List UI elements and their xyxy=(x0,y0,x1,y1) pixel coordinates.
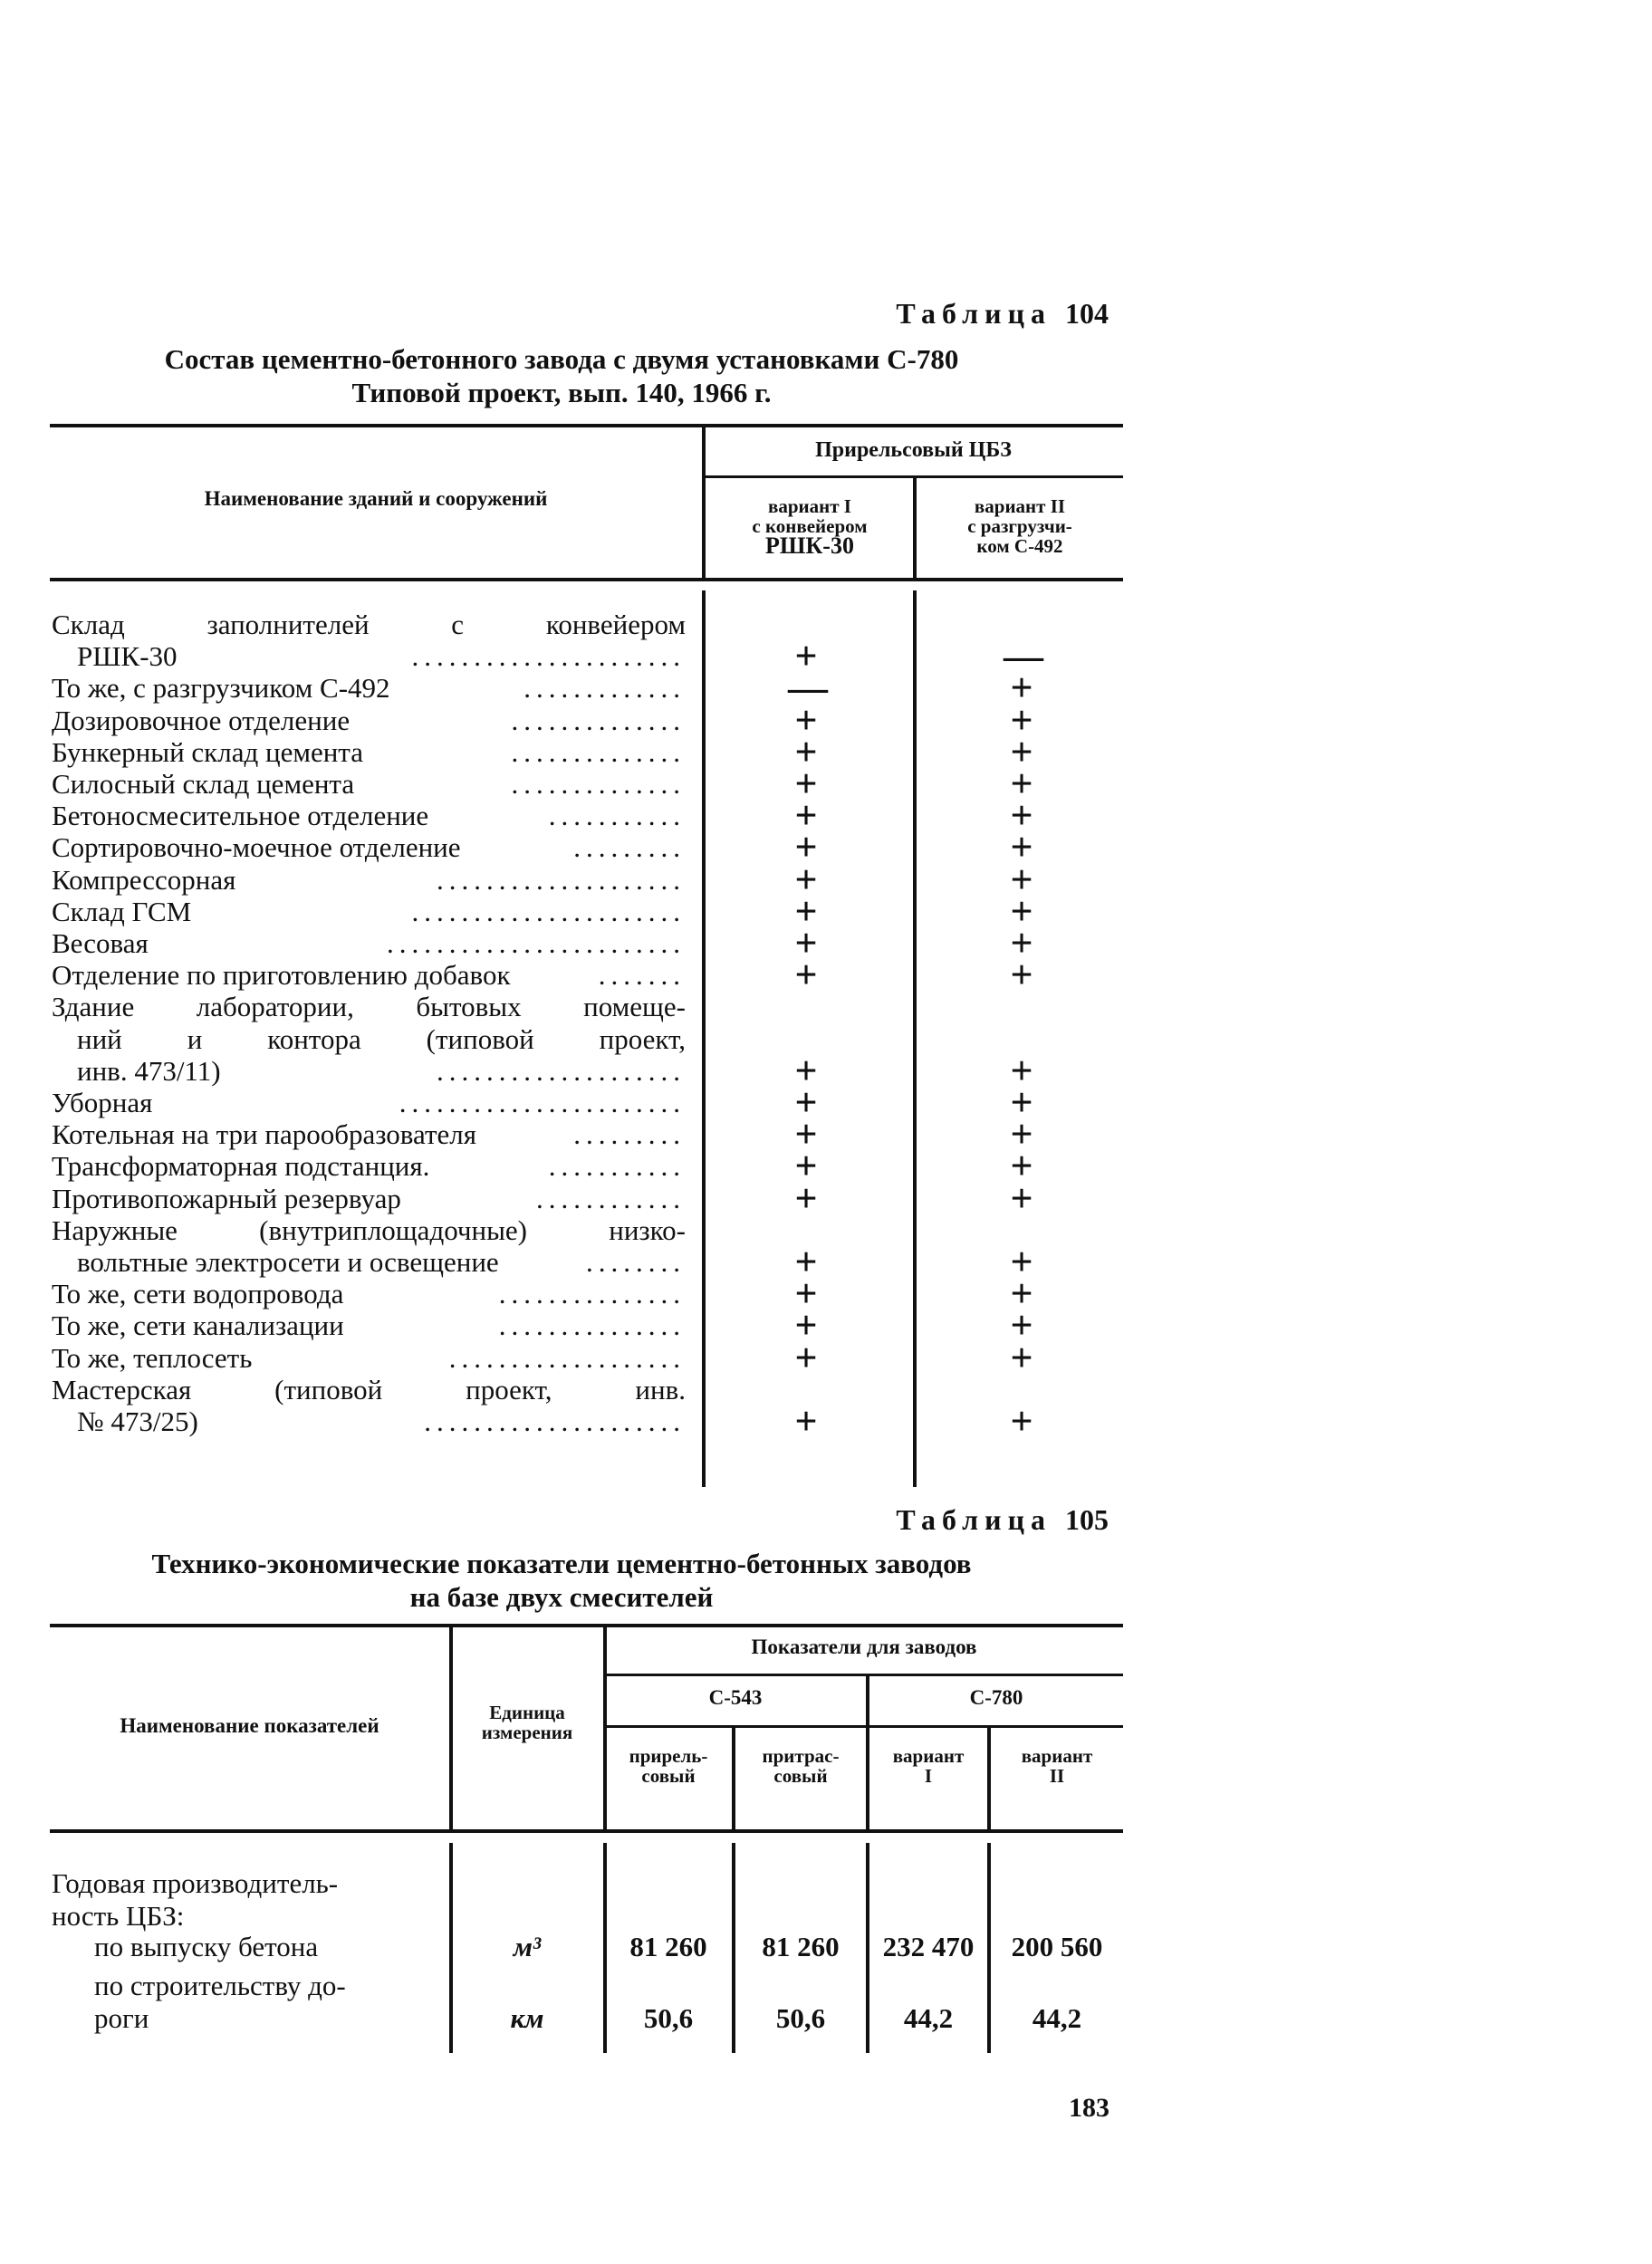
title-line: на базе двух смесителей xyxy=(409,1581,714,1613)
row-mark-v2: + xyxy=(1010,729,1033,774)
dot-leader: ........................ xyxy=(387,927,686,959)
row-label: Мастерская (типовой проект, инв. xyxy=(52,1373,686,1405)
row-label: Компрессорная xyxy=(52,863,236,896)
header-line: РШК-30 xyxy=(765,532,854,559)
dot-leader: ......... xyxy=(573,1118,686,1151)
row-mark-v2: + xyxy=(1010,1240,1033,1284)
group-rule xyxy=(605,1674,1123,1676)
column-header-group: Показатели для заводов xyxy=(751,1636,977,1658)
dot-leader: ....... xyxy=(598,959,686,992)
row-label-line xyxy=(52,768,686,800)
row-label: Здание лаборатории, бытовых помеще- xyxy=(52,991,686,1023)
row-mark-v1: + xyxy=(794,793,818,839)
row-label: Весовая xyxy=(52,927,149,959)
row-label: роги xyxy=(94,2002,149,2034)
dot-leader: ....................... xyxy=(399,1087,686,1118)
row-mark-v2: + xyxy=(1010,697,1033,743)
row-label-line xyxy=(52,1309,686,1341)
table-105-title xyxy=(0,1547,1123,1614)
row-label-line xyxy=(52,864,686,896)
table-104-label xyxy=(896,297,1109,331)
dot-leader: .............. xyxy=(511,768,686,800)
row-mark-v2: + xyxy=(1010,762,1033,806)
row-mark-v1: + xyxy=(794,1240,818,1284)
row-mark-v2: + xyxy=(1010,825,1033,870)
row-label: Склад заполнителей с конвейером xyxy=(52,609,686,640)
row-mark-v2: + xyxy=(1010,1048,1033,1093)
dot-leader: ......... xyxy=(573,831,686,864)
row-label: ний и контора (типовой проект, xyxy=(77,1022,686,1055)
header-bottom-rule xyxy=(50,578,1123,581)
row-label: инв. 473/11) xyxy=(77,1054,221,1087)
row-mark-v2: + xyxy=(1010,1144,1033,1189)
table-label-number: 105 xyxy=(1065,1503,1109,1536)
row-label-line xyxy=(52,705,686,736)
dot-leader: .................... xyxy=(437,1054,686,1087)
row-mark-v1: + xyxy=(794,888,818,934)
row-mark-v1: + xyxy=(794,729,818,774)
dot-leader: ........ xyxy=(586,1246,686,1278)
row-value: 200 560 xyxy=(1011,1931,1103,1962)
row-label: Дозировочное отделение xyxy=(52,704,351,736)
dot-leader: ............... xyxy=(498,1309,686,1342)
dot-leader: ...................... xyxy=(411,640,686,673)
column-header-sub2 xyxy=(735,1746,866,1786)
row-label-line xyxy=(52,1278,686,1309)
header-line: вариант xyxy=(1021,1745,1093,1767)
column-header-sub1 xyxy=(605,1746,732,1786)
table-105-label xyxy=(896,1503,1109,1537)
title-line: Состав цементно-бетонного завода с двумя установками С-780 xyxy=(164,343,959,375)
row-label-line xyxy=(52,1150,686,1182)
dot-leader: ..................... xyxy=(424,1405,686,1437)
row-label: Трансформаторная подстанция. xyxy=(52,1150,430,1183)
dot-leader: ................... xyxy=(448,1341,686,1374)
header-line: I xyxy=(924,1765,933,1787)
row-value: 50,6 xyxy=(643,2002,694,2034)
row-mark-v2: + xyxy=(1010,793,1033,839)
row-mark-v2: + xyxy=(1010,1399,1033,1444)
row-label: То же, сети водопровода xyxy=(52,1278,344,1310)
row-label-line xyxy=(52,959,686,991)
row-label-line xyxy=(52,1183,686,1214)
dot-leader: .............. xyxy=(511,735,686,768)
table-104-title xyxy=(0,342,1123,409)
column-header-variant1 xyxy=(706,495,913,559)
row-label-line xyxy=(77,640,686,672)
row-label: РШК-30 xyxy=(77,640,178,673)
row-label: То же, сети канализации xyxy=(52,1309,344,1342)
header-line: измерения xyxy=(481,1722,573,1743)
row-value: 44,2 xyxy=(903,2002,954,2034)
dot-leader: ........... xyxy=(548,1150,686,1183)
row-label: То же, теплосеть xyxy=(52,1341,253,1374)
row-label-line xyxy=(52,1118,686,1150)
table-top-rule xyxy=(50,424,1123,427)
row-mark-v2: + xyxy=(1010,857,1033,902)
row-mark-v1: + xyxy=(794,1303,818,1348)
row-label-line xyxy=(52,1087,686,1118)
row-mark-v1: + xyxy=(794,1144,818,1189)
row-mark-v1: + xyxy=(794,1335,818,1380)
row-mark-v1: + xyxy=(794,634,818,679)
header-line: вариант II xyxy=(974,495,1066,517)
header-line: с конвейером xyxy=(752,515,868,537)
dot-leader: ............ xyxy=(536,1182,686,1214)
row-mark-v1: + xyxy=(794,697,818,743)
header-line: вариант I xyxy=(768,495,851,517)
title-line: Технико-экономические показатели цементно-бетонных заводов xyxy=(151,1548,972,1579)
row-mark-v2: + xyxy=(1010,921,1033,965)
header-line: совый xyxy=(773,1765,828,1787)
row-mark-v2: + xyxy=(1010,1175,1033,1221)
subgroup-rule xyxy=(605,1725,1123,1728)
row-label: Котельная на три парообразователя xyxy=(52,1118,477,1151)
row-mark-v2: + xyxy=(1010,953,1033,998)
header-line: прирель- xyxy=(629,1745,708,1767)
row-mark-v2: + xyxy=(1010,888,1033,934)
row-value: 232 470 xyxy=(882,1931,975,1962)
header-line: с разгрузчи- xyxy=(967,515,1072,537)
row-value: 81 260 xyxy=(762,1931,840,1962)
column-header-sub3 xyxy=(869,1746,987,1786)
table-label-number: 104 xyxy=(1065,297,1109,330)
column-divider xyxy=(702,590,706,1487)
row-label: Противопожарный резервуар xyxy=(52,1182,401,1214)
row-mark-v1: — xyxy=(788,666,828,711)
row-mark-v1: + xyxy=(794,762,818,806)
row-label-line xyxy=(52,991,686,1022)
row-label: Сортировочно-моечное отделение xyxy=(52,831,461,864)
column-header-sub4 xyxy=(991,1746,1123,1786)
row-label: № 473/25) xyxy=(77,1405,198,1437)
row-mark-v2: + xyxy=(1010,1112,1033,1157)
title-line: Типовой проект, вып. 140, 1966 г. xyxy=(351,377,772,408)
row-unit: м³ xyxy=(513,1931,542,1962)
dot-leader: ............. xyxy=(523,672,686,705)
column-header-c780: С-780 xyxy=(969,1686,1023,1709)
row-mark-v1: + xyxy=(794,857,818,902)
row-value: 50,6 xyxy=(775,2002,826,2034)
row-label-line xyxy=(77,1023,686,1055)
table-label-word: Таблица xyxy=(896,1503,1052,1536)
row-mark-v1: + xyxy=(794,1080,818,1125)
row-value: 81 260 xyxy=(629,1931,707,1962)
row-mark-v1: + xyxy=(794,825,818,870)
row-label-line xyxy=(52,800,686,831)
row-mark-v1: + xyxy=(794,1399,818,1444)
header-line: Единица xyxy=(489,1702,565,1723)
row-label-line xyxy=(52,1374,686,1405)
row-value: 44,2 xyxy=(1032,2002,1082,2034)
row-label-line xyxy=(77,1055,686,1087)
dot-leader: .................... xyxy=(437,863,686,896)
section-line: Годовая производитель- xyxy=(52,1867,339,1899)
dot-leader: ...................... xyxy=(411,895,686,927)
row-label: Уборная xyxy=(52,1087,153,1118)
column-header-variant2 xyxy=(917,496,1123,556)
header-line: вариант xyxy=(892,1745,965,1767)
column-header-unit xyxy=(451,1703,603,1742)
row-label-line xyxy=(77,1246,686,1278)
column-header-c543: С-543 xyxy=(708,1686,763,1709)
row-label: Силосный склад цемента xyxy=(52,768,355,800)
row-label: Склад ГСМ xyxy=(52,895,192,927)
row-label-line xyxy=(52,736,686,768)
row-label: Бункерный склад цемента xyxy=(52,735,363,768)
column-divider xyxy=(913,590,917,1487)
row-mark-v1: + xyxy=(794,1112,818,1157)
header-line: совый xyxy=(641,1765,696,1787)
row-label-line xyxy=(52,927,686,959)
row-mark-v2: + xyxy=(1010,1335,1033,1380)
row-label-line xyxy=(52,1214,686,1246)
row-label: по строительству до- xyxy=(94,1970,346,2001)
row-label: вольтные электросети и освещение xyxy=(77,1246,499,1278)
header-bottom-rule xyxy=(50,1829,1123,1833)
dot-leader: .............. xyxy=(511,704,686,736)
row-mark-v2: + xyxy=(1010,666,1033,711)
row-label-line xyxy=(52,1342,686,1374)
dot-leader: ........... xyxy=(548,800,686,832)
row-mark-v2: + xyxy=(1010,1303,1033,1348)
row-mark-v1: + xyxy=(794,953,818,998)
row-mark-v2: — xyxy=(1004,634,1043,679)
row-label-line xyxy=(77,1405,686,1437)
column-header-group: Прирельсовый ЦБЗ xyxy=(815,438,1012,462)
column-header-name: Наименование зданий и сооружений xyxy=(204,487,548,510)
row-mark-v1: + xyxy=(794,1271,818,1317)
dot-leader: ............... xyxy=(498,1278,686,1310)
row-mark-v1: + xyxy=(794,1175,818,1221)
header-line: притрас- xyxy=(762,1745,840,1767)
row-label: Наружные (внутриплощадочные) низко- xyxy=(52,1214,686,1246)
row-label: То же, с разгрузчиком С-492 xyxy=(52,672,390,705)
row-label-line xyxy=(52,896,686,927)
row-label-line xyxy=(52,831,686,863)
section-line: ность ЦБЗ: xyxy=(52,1900,185,1932)
row-mark-v1: + xyxy=(794,1048,818,1093)
header-line: II xyxy=(1049,1765,1065,1787)
table-label-word: Таблица xyxy=(896,297,1052,330)
row-mark-v2: + xyxy=(1010,1271,1033,1317)
row-mark-v1: + xyxy=(794,921,818,965)
page-number: 183 xyxy=(1069,2093,1109,2123)
row-mark-v2: + xyxy=(1010,1080,1033,1125)
row-label: по выпуску бетона xyxy=(94,1931,319,1962)
row-unit: км xyxy=(510,2002,544,2034)
row-label: Бетоносмесительное отделение xyxy=(52,800,429,832)
column-header-name: Наименование показателей xyxy=(120,1714,379,1737)
row-label: Отделение по приготовлению добавок xyxy=(52,959,511,992)
table-top-rule xyxy=(50,1624,1123,1627)
row-label-line xyxy=(52,672,686,704)
row-label-line xyxy=(52,609,686,640)
header-line: ком С-492 xyxy=(976,535,1063,557)
section-heading xyxy=(52,1867,338,1933)
